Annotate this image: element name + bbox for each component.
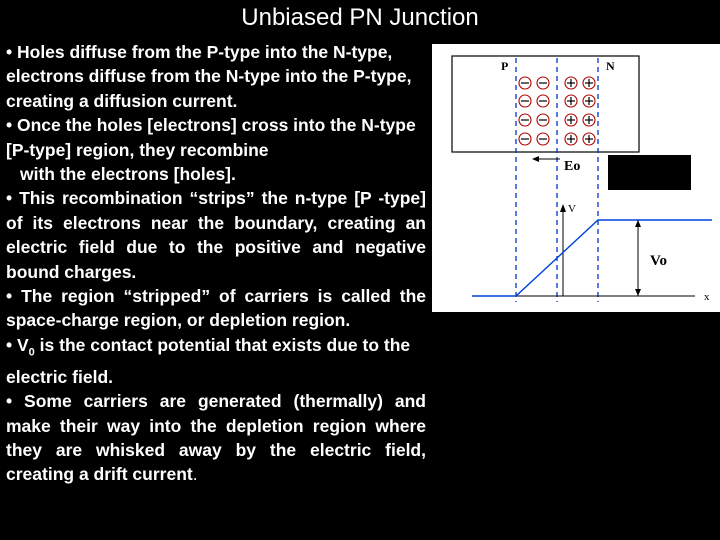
- p-region-label: P: [501, 59, 509, 73]
- n-region-label: N: [606, 59, 615, 73]
- vo-label: Vo: [650, 253, 667, 269]
- bullet-diffusion: • Holes diffuse from the P-type into the N-type, electrons diffuse from the N-type into the P-type, creating a diffusion current.: [6, 42, 412, 111]
- bullet-space-charge: • The region “stripped” of carriers is called the space-charge region, or depletion region.: [6, 286, 426, 331]
- slide-title: Unbiased PN Junction: [241, 4, 479, 31]
- field-label: Eo: [564, 159, 581, 174]
- x-axis-label: x: [704, 291, 710, 303]
- bullet-v-subscript: 0: [28, 346, 35, 359]
- bullet-v-text: is the contact potential that exists due to the electric field.: [6, 334, 411, 387]
- bullet-list: [6, 40, 426, 487]
- bullet-v-prefix: • V: [6, 334, 29, 355]
- bullet-drift-text: • Some carriers are generated (thermally) and make their way into the depletion region where they are whisked away by the electric field, creating a drift current: [6, 391, 426, 485]
- bullet-contact-potential: [6, 333, 426, 389]
- v-axis-label: V: [568, 203, 576, 215]
- bullet-strips: • This recombination “strips” the n-type [P -type] of its electrons near the boundary, creating an electric field due to the positive and negative bound charges.: [6, 188, 426, 282]
- overlay-box: [608, 155, 691, 190]
- bullet-recombine-cont: with the electrons [holes].: [20, 164, 236, 185]
- bullet-drift-period: .: [192, 464, 198, 485]
- bullet-drift: [6, 389, 426, 487]
- bullet-recombine: • Once the holes [electrons] cross into the N-type [P-type] region, they recombine: [6, 115, 416, 160]
